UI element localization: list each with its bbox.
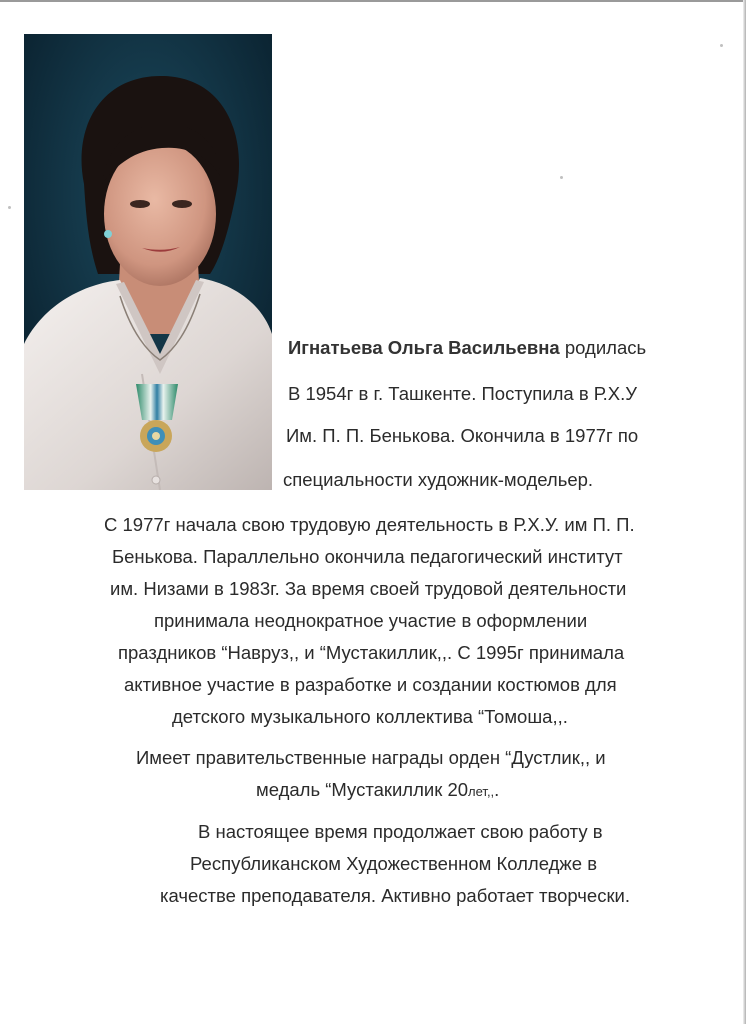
career-line: детского музыкального коллектива “Томоша,,. xyxy=(172,706,568,727)
scan-speck xyxy=(8,206,11,209)
awards-medal-text: медаль “Мустакиллик 20 xyxy=(256,779,469,800)
career-line: Бенькова. Параллельно окончила педагогический институт xyxy=(112,546,623,567)
scan-speck xyxy=(560,176,563,179)
current-line: Республиканском Художественном Колледже в xyxy=(190,853,598,874)
scan-top-edge xyxy=(0,0,746,2)
awards-line: Имеет правительственные награды орден “Дустлик,, и xyxy=(136,747,606,768)
career-line: праздников “Навруз,, и “Мустакиллик,,. С 1995г принимала xyxy=(118,642,625,663)
awards-medal-small: лет,, xyxy=(468,784,495,799)
current-line: В настоящее время продолжает свою работу в xyxy=(198,821,603,842)
career-line: С 1977г начала свою трудовую деятельность в Р.Х.У. им П. П. xyxy=(104,514,635,535)
career-line: им. Низами в 1983г. За время своей трудовой деятельности xyxy=(110,578,627,599)
career-line: принимала неоднократное участие в оформлении xyxy=(154,610,588,631)
intro-line: В 1954г в г. Ташкенте. Поступила в Р.Х.У xyxy=(288,383,638,404)
intro-line: Им. П. П. Бенькова. Окончила в 1977г по xyxy=(286,425,639,446)
intro-name-line xyxy=(288,336,646,360)
intro-name-suffix: родилась xyxy=(559,337,647,358)
scan-speck xyxy=(720,44,723,47)
awards-medal-end: . xyxy=(494,779,500,800)
intro-line: специальности художник-модельер. xyxy=(283,469,594,490)
portrait-photo xyxy=(24,34,272,490)
awards-line xyxy=(256,778,499,804)
current-line: качестве преподавателя. Активно работает творчески. xyxy=(160,885,631,906)
person-name: Игнатьева Ольга Васильевна xyxy=(288,337,560,358)
career-line: активное участие в разработке и создании костюмов для xyxy=(124,674,617,695)
